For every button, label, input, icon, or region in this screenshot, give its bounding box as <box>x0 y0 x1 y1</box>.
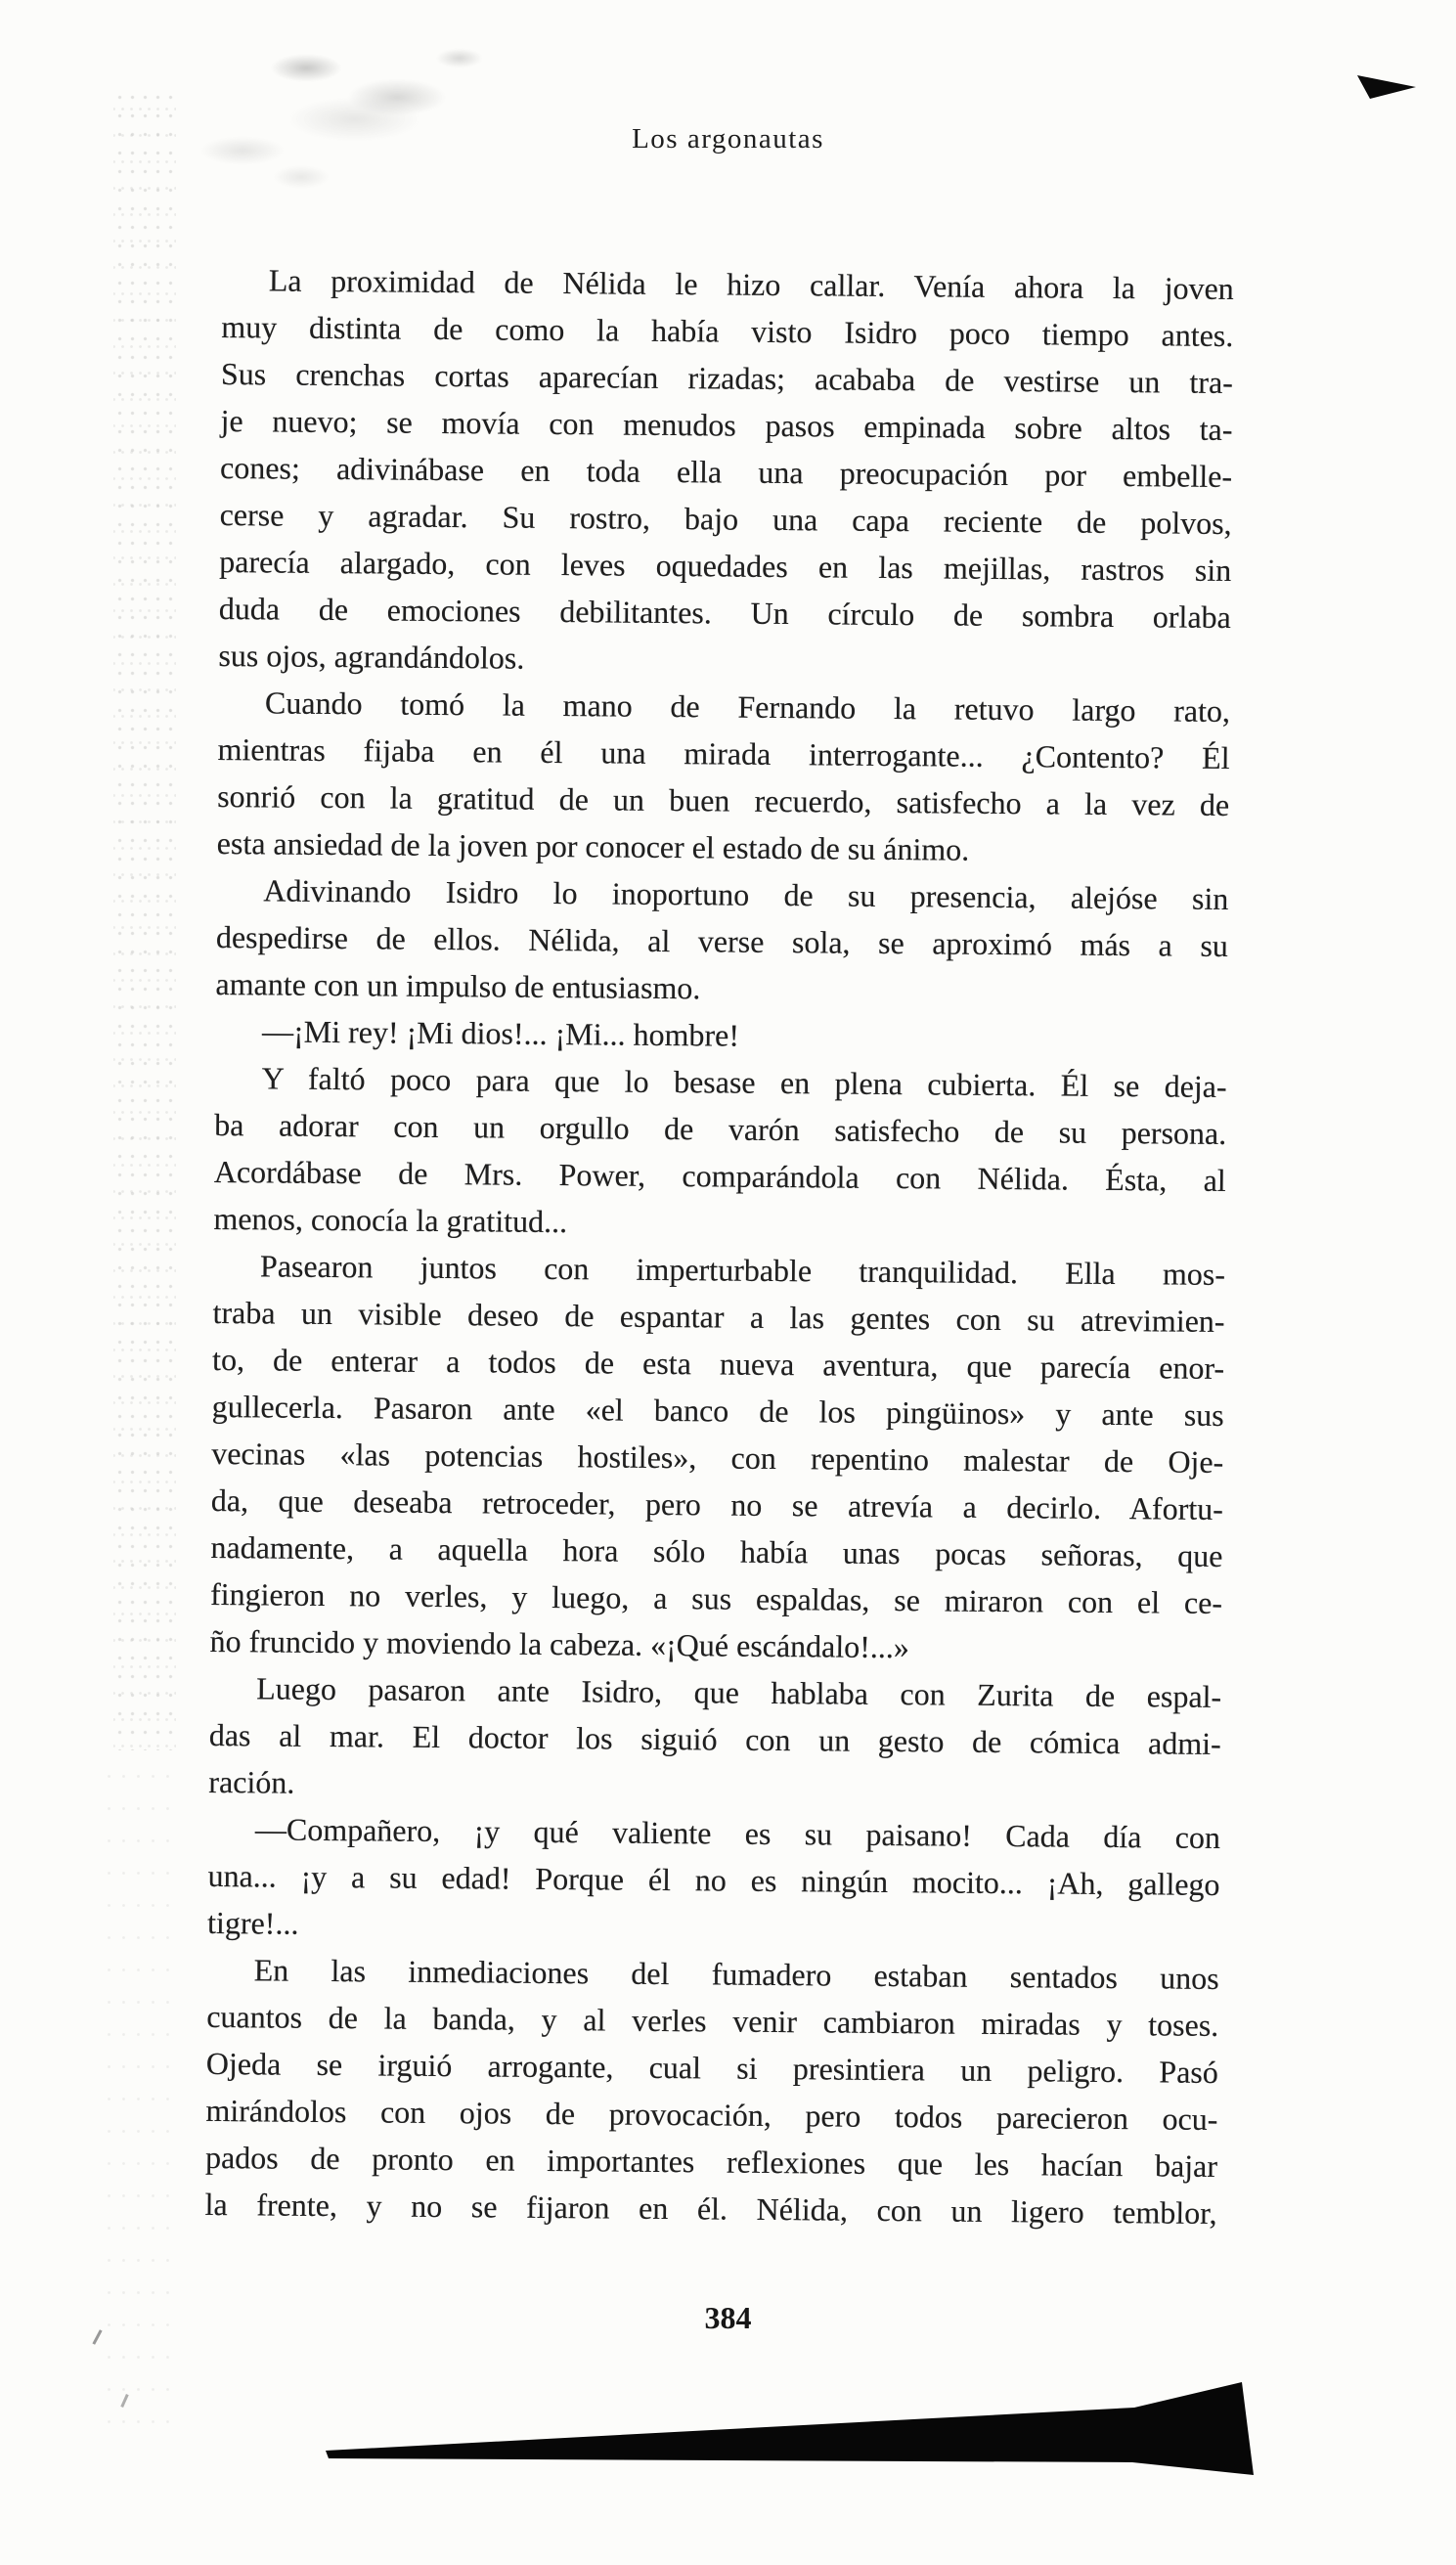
text-line: gullecerla. Pasaron ante «el banco de los pingüinos» y ante sus <box>211 1388 1224 1433</box>
running-header: Los argonautas <box>632 123 824 155</box>
text-line: cuantos de la banda, y al verles venir cambiaron miradas y toses. <box>206 1998 1219 2043</box>
text-line: vecinas «las potencias hostiles», con repentino malestar de Oje- <box>211 1435 1224 1480</box>
text-line: traba un visible deseo de espantar a las gentes con su atrevimien- <box>212 1294 1225 1339</box>
text-line: una... ¡y a su edad! Porque él no es ningún mocito... ¡Ah, gallego <box>207 1857 1220 1902</box>
text-line: Luego pasaron ante Isidro, que hablaba con Zurita de espal- <box>256 1670 1222 1714</box>
page-number: 384 <box>704 2300 752 2335</box>
text-line: Pasearon juntos con imperturbable tranquilidad. Ella mos- <box>259 1248 1226 1292</box>
text-line: nadamente, a aquella hora sólo había unas pocas señoras, que <box>210 1528 1223 1573</box>
text-line: cones; adivinábase en toda ella una preocupación por embelle- <box>219 449 1233 495</box>
text-line: pados de pronto en importantes reflexiones que les hacían bajar <box>204 2139 1218 2184</box>
text-line: das al mar. El doctor los siguió con un gesto de cómica admi- <box>208 1716 1221 1761</box>
text-line: duda de emociones debilitantes. Un círculo de sombra orlaba <box>218 590 1231 636</box>
text-line: Cuando tomó la mano de Fernando la retuvo largo rato, <box>264 685 1231 730</box>
text-line: Acordábase de Mrs. Power, comparándola con Nélida. Ésta, al <box>213 1153 1226 1198</box>
text-line: mientras fijaba en él una mirada interrogante... ¿Contento? Él <box>217 730 1230 776</box>
text-line: ración. <box>208 1763 295 1800</box>
corner-mark-artifact <box>1357 75 1416 99</box>
text-line: fingieron no verles, y luego, a sus espaldas, se miraron con el ce- <box>209 1575 1223 1620</box>
text-line: da, que deseaba retroceder, pero no se atrevía a decirlo. Afortu- <box>210 1482 1224 1526</box>
text-line: En las inmediaciones del fumadero estaban sentados unos <box>253 1952 1219 1996</box>
text-line: sus ojos, agrandándolos. <box>218 637 525 676</box>
text-line: muy distinta de como la había visto Isidro poco tiempo antes. <box>221 308 1234 354</box>
text-line: —Compañero, ¡y qué valiente es su paisano! Cada día con <box>254 1811 1221 1855</box>
text-line: la frente, y no se fijaron en él. Nélida, con un ligero temblor, <box>204 2186 1217 2231</box>
text-line: Y faltó poco para que lo besase en plena cubierta. Él se deja- <box>261 1060 1227 1104</box>
text-line: ba adorar con un orgullo de varón satisfecho de su persona. <box>214 1106 1227 1151</box>
text-line: La proximidad de Nélida le hizo callar. Venía ahora la joven <box>268 262 1234 307</box>
text-line: —¡Mi rey! ¡Mi dios!... ¡Mi... hombre! <box>261 1013 740 1053</box>
text-line: Adivinando Isidro lo inoportuno de su presencia, alejóse sin <box>263 872 1229 917</box>
text-line: Sus crenchas cortas aparecían rizadas; acababa de vestirse un tra- <box>220 355 1234 401</box>
text-line: amante con un impulso de entusiasmo. <box>215 965 701 1006</box>
text-line: parecía alargado, con leves oquedades en las mejillas, rastros sin <box>219 543 1232 589</box>
text-line: cerse y agradar. Su rostro, bajo una capa reciente de polvos, <box>219 496 1232 542</box>
text-line: despedirse de ellos. Nélida, al verse sola, se aproximó más a su <box>215 918 1229 964</box>
text-line: Ojeda se irguió arrogante, cual si presintiera un peligro. Pasó <box>205 2045 1218 2090</box>
text-line: je nuevo; se movía con menudos pasos empinada sobre altos ta- <box>220 402 1233 448</box>
text-line: to, de enterar a todos de esta nueva aventura, que parecía enor- <box>211 1341 1225 1386</box>
text-line: esta ansiedad de la joven por conocer el estado de su ánimo. <box>216 824 970 867</box>
bottom-edge-shadow-artifact <box>326 2382 1254 2475</box>
text-line: sonrió con la gratitud de un buen recuerdo, satisfecho a la vez de <box>217 777 1230 823</box>
text-line: mirándolos con ojos de provocación, pero todos parecieron ocu- <box>205 2092 1218 2137</box>
text-line: ño fruncido y moviendo la cabeza. «¡Qué escándalo!...» <box>209 1622 910 1665</box>
text-line: menos, conocía la gratitud... <box>213 1200 568 1240</box>
text-line: tigre!... <box>206 1904 299 1941</box>
